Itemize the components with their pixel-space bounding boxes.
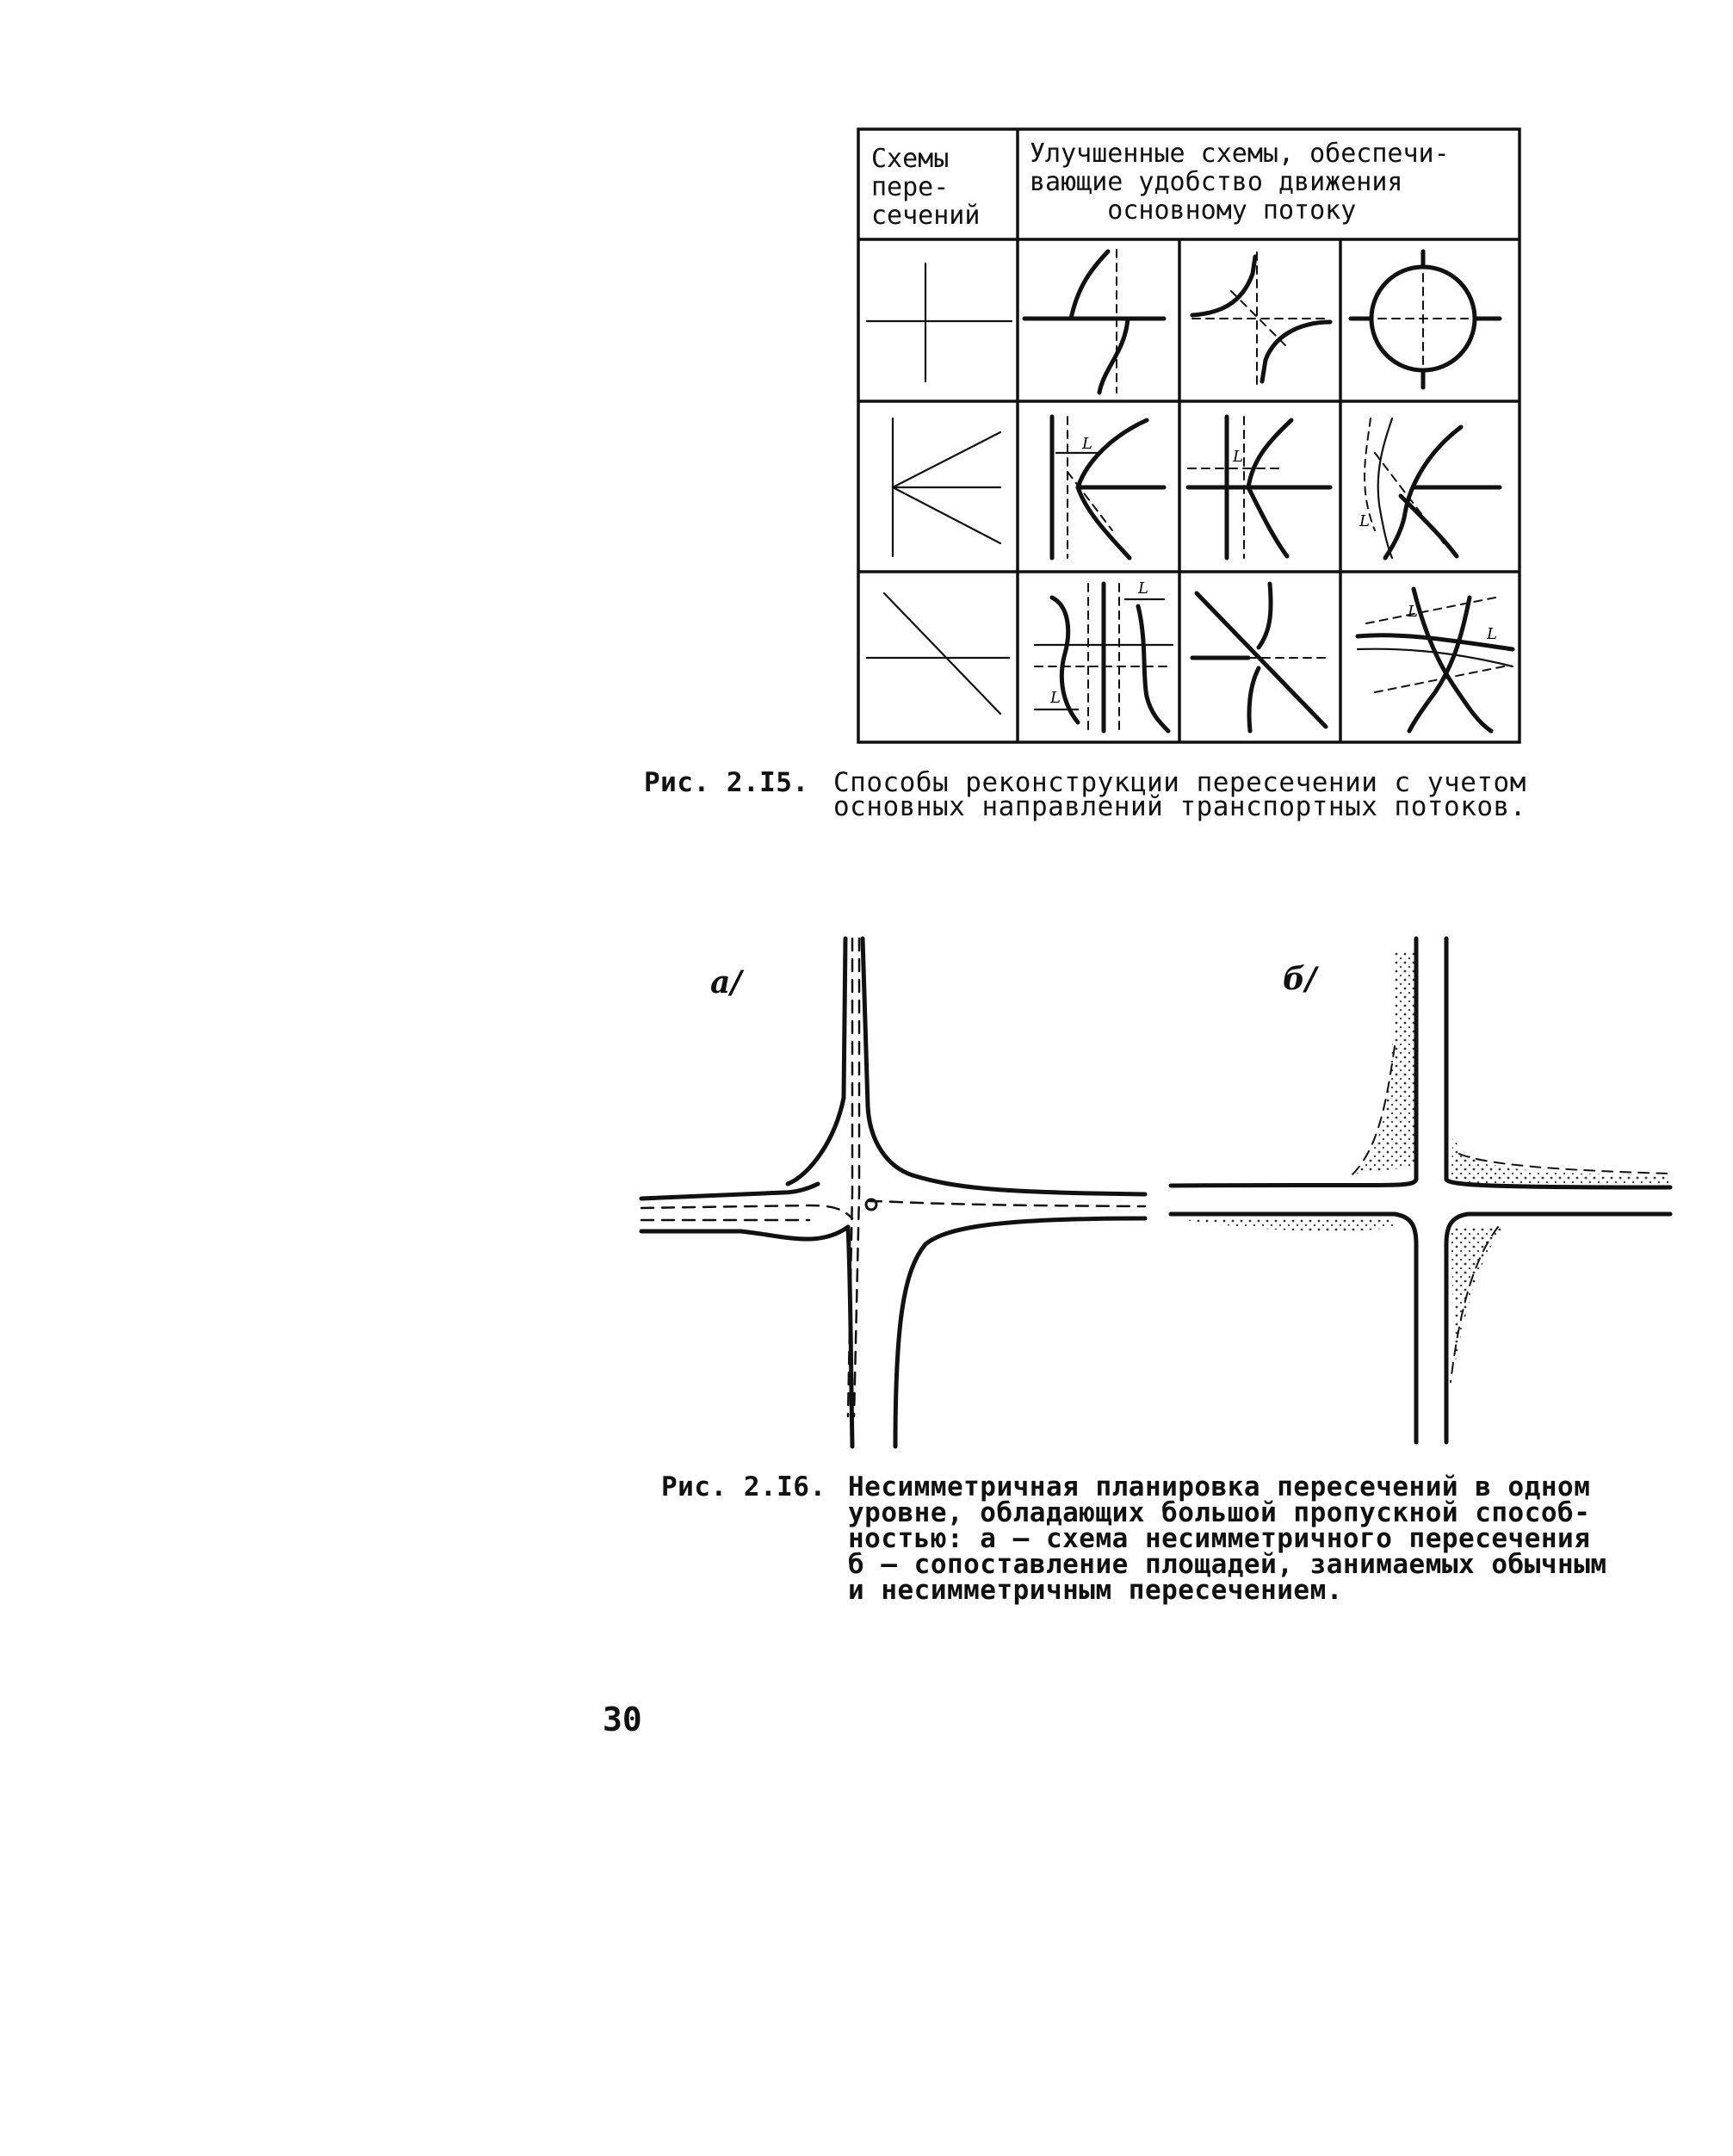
scheme-cross-curved bbox=[1179, 239, 1340, 401]
scheme-skew-cross-variant1 bbox=[1018, 572, 1179, 742]
fig-2-16b-label: б/ bbox=[1283, 961, 1317, 997]
dimension-l-label: L bbox=[1050, 689, 1061, 707]
scheme-k-junction-variant2 bbox=[1179, 401, 1340, 572]
scheme-cross-roundabout bbox=[1340, 239, 1519, 401]
scheme-skew-cross-basic bbox=[858, 572, 1018, 742]
page-number: 30 bbox=[603, 1701, 642, 1738]
fig-2-15-caption-label: Рис. 2.I5. bbox=[644, 767, 809, 798]
scheme-k-junction-basic bbox=[858, 401, 1018, 572]
fig-2-16a-label: а/ bbox=[710, 964, 742, 1001]
scheme-skew-cross-variant2 bbox=[1179, 572, 1340, 742]
dimension-l-label: L bbox=[1487, 625, 1497, 643]
dimension-l-label: L bbox=[1138, 579, 1148, 598]
dimension-l-label: L bbox=[1082, 435, 1092, 453]
fig-2-16-caption-text: Несимметричная планировка пересечений в одном уровне, обладающих большой пропускной способ- ностью: а – схема несимметричного пересечения б – сопоставление площадей, занимаемых обычным и несимметричным пересечением. bbox=[848, 1471, 1607, 1606]
table-header-improved-schemes: Улучшенные схемы, обеспечи- вающие удобство движения основному потоку bbox=[1030, 139, 1450, 226]
dimension-l-label: L bbox=[1408, 603, 1418, 621]
scheme-cross-basic bbox=[858, 239, 1018, 401]
schemes-table bbox=[0, 0, 1733, 758]
fig-2-16-caption-label: Рис. 2.I6. bbox=[661, 1471, 826, 1502]
dimension-l-label: L bbox=[1359, 512, 1370, 530]
scheme-k-junction-variant1 bbox=[1018, 401, 1179, 572]
asymmetric-intersection-diagram bbox=[637, 934, 1733, 1451]
scheme-skew-cross-variant3 bbox=[1340, 572, 1519, 742]
scheme-k-junction-variant3 bbox=[1340, 401, 1519, 572]
table-header-schemes: Схемы пере- сечений bbox=[871, 144, 981, 231]
fig-2-15-caption-line2: основных направлений транспортных потоков. bbox=[833, 791, 1526, 822]
scheme-cross-offset bbox=[1018, 239, 1179, 401]
fig-2-15-caption-line1: Способы реконструкции пересечении с учетом bbox=[833, 767, 1526, 798]
dimension-l-label: L bbox=[1233, 448, 1243, 466]
